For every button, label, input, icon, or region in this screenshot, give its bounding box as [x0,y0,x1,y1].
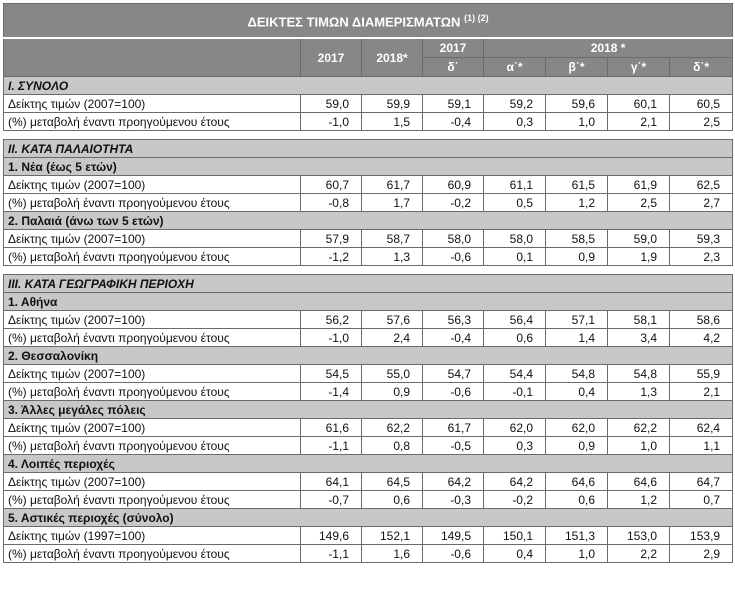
table-title-footnotes: (1) (2) [464,13,489,24]
table-row [4,194,733,212]
value-cell: 1,2 [546,194,608,212]
value-cell: 0,7 [670,491,733,509]
section-row [4,140,733,158]
table-row [4,365,733,383]
value-cell: 59,9 [362,95,423,113]
value-cell: 1,3 [608,383,670,401]
value-cell: 54,4 [484,365,546,383]
value-cell: 2,5 [608,194,670,212]
subsection-title: 1. Αθήνα [4,293,733,311]
value-cell: 153,0 [608,527,670,545]
section-row [4,77,733,95]
table-row [4,230,733,248]
apartment-price-index-table [3,3,733,563]
value-cell: 0,9 [546,248,608,266]
row-label: (%) μεταβολή έναντι προηγούμενου έτους [4,437,301,455]
value-cell: -0,3 [423,491,484,509]
value-cell: 3,4 [608,329,670,347]
value-cell: 64,2 [484,473,546,491]
section-row [4,275,733,293]
value-cell: 61,1 [484,176,546,194]
value-cell: 2,2 [608,545,670,563]
value-cell: -0,8 [301,194,362,212]
value-cell: 64,1 [301,473,362,491]
value-cell: 55,9 [670,365,733,383]
subsection-title: 3. Άλλες μεγάλες πόλεις [4,401,733,419]
table-title: ΔΕΙΚΤΕΣ ΤΙΜΩΝ ΔΙΑΜΕΡΙΣΜΑΤΩΝ [247,14,461,30]
value-cell: 1,5 [362,113,423,131]
row-label: Δείκτης τιμών (2007=100) [4,311,301,329]
value-cell: 60,7 [301,176,362,194]
value-cell: 152,1 [362,527,423,545]
subsection-title: 5. Αστικές περιοχές (σύνολο) [4,509,733,527]
value-cell: 2,4 [362,329,423,347]
subsection-row [4,158,733,176]
row-label: (%) μεταβολή έναντι προηγούμενου έτους [4,248,301,266]
value-cell: 2,5 [670,113,733,131]
value-cell: 0,4 [484,545,546,563]
value-cell: 149,5 [423,527,484,545]
value-cell: 1,3 [362,248,423,266]
value-cell: 2,7 [670,194,733,212]
row-label: Δείκτης τιμών (2007=100) [4,365,301,383]
value-cell: -1,2 [301,248,362,266]
row-label: Δείκτης τιμών (2007=100) [4,473,301,491]
value-cell: -0,4 [423,329,484,347]
value-cell: 60,9 [423,176,484,194]
value-cell: 1,2 [608,491,670,509]
table-body [4,77,733,563]
value-cell: 58,0 [423,230,484,248]
value-cell: 1,1 [670,437,733,455]
spacer-cell [4,266,733,275]
value-cell: 56,3 [423,311,484,329]
subsection-row [4,347,733,365]
value-cell: 62,2 [362,419,423,437]
value-cell: -0,5 [423,437,484,455]
header-2018-q3: γ΄* [608,58,670,77]
value-cell: 64,7 [670,473,733,491]
value-cell: -1,1 [301,437,362,455]
value-cell: 61,5 [546,176,608,194]
row-label: (%) μεταβολή έναντι προηγούμενου έτους [4,113,301,131]
header-2018-q1: α΄* [484,58,546,77]
table-row [4,545,733,563]
spacer-cell [4,131,733,140]
value-cell: 1,0 [608,437,670,455]
value-cell: 58,1 [608,311,670,329]
subsection-row [4,293,733,311]
row-label: Δείκτης τιμών (2007=100) [4,95,301,113]
value-cell: 58,5 [546,230,608,248]
row-label: Δείκτης τιμών (1997=100) [4,527,301,545]
value-cell: 2,1 [608,113,670,131]
row-label: (%) μεταβολή έναντι προηγούμενου έτους [4,383,301,401]
value-cell: 0,6 [546,491,608,509]
value-cell: 59,3 [670,230,733,248]
header-2017-quarter-year: 2017 [423,38,484,58]
value-cell: 0,6 [362,491,423,509]
subsection-title: 4. Λοιπές περιοχές [4,455,733,473]
value-cell: 0,8 [362,437,423,455]
value-cell: -1,0 [301,329,362,347]
value-cell: 59,2 [484,95,546,113]
value-cell: 59,0 [301,95,362,113]
section-spacer [4,266,733,275]
header-2018-q2: β΄* [546,58,608,77]
value-cell: 57,6 [362,311,423,329]
value-cell: 58,0 [484,230,546,248]
value-cell: 151,3 [546,527,608,545]
value-cell: 54,7 [423,365,484,383]
value-cell: 1,6 [362,545,423,563]
value-cell: 62,2 [608,419,670,437]
row-label: (%) μεταβολή έναντι προηγούμενου έτους [4,194,301,212]
row-label: (%) μεταβολή έναντι προηγούμενου έτους [4,329,301,347]
value-cell: 64,5 [362,473,423,491]
value-cell: 56,4 [484,311,546,329]
value-cell: 54,8 [546,365,608,383]
table-row [4,437,733,455]
value-cell: 2,3 [670,248,733,266]
value-cell: 64,6 [608,473,670,491]
value-cell: -0,1 [484,383,546,401]
section-spacer [4,131,733,140]
value-cell: 1,0 [546,113,608,131]
value-cell: 55,0 [362,365,423,383]
table-row [4,176,733,194]
section-title: I. ΣΥΝΟΛΟ [4,77,733,95]
value-cell: 64,2 [423,473,484,491]
subsection-title: 2. Θεσσαλονίκη [4,347,733,365]
header-2018-quarters-group: 2018 * [484,38,733,58]
value-cell: 0,9 [362,383,423,401]
value-cell: 54,5 [301,365,362,383]
subsection-row [4,212,733,230]
value-cell: 62,0 [546,419,608,437]
value-cell: 0,3 [484,437,546,455]
table-row [4,491,733,509]
header-2017-q4: δ΄ [423,58,484,77]
value-cell: -0,2 [423,194,484,212]
value-cell: 64,6 [546,473,608,491]
header-blank [4,38,301,77]
table-row [4,473,733,491]
value-cell: 59,0 [608,230,670,248]
value-cell: 57,9 [301,230,362,248]
row-label: Δείκτης τιμών (2007=100) [4,419,301,437]
table-title-cell [4,4,733,39]
value-cell: 62,4 [670,419,733,437]
subsection-row [4,401,733,419]
value-cell: -1,0 [301,113,362,131]
table-row [4,248,733,266]
value-cell: 1,9 [608,248,670,266]
value-cell: 0,6 [484,329,546,347]
value-cell: -0,6 [423,248,484,266]
value-cell: 1,4 [546,329,608,347]
value-cell: 57,1 [546,311,608,329]
value-cell: 58,6 [670,311,733,329]
value-cell: -0,4 [423,113,484,131]
subsection-title: 1. Νέα (έως 5 ετών) [4,158,733,176]
value-cell: -1,4 [301,383,362,401]
value-cell: 61,7 [362,176,423,194]
value-cell: 0,4 [546,383,608,401]
value-cell: 150,1 [484,527,546,545]
value-cell: 54,8 [608,365,670,383]
value-cell: 58,7 [362,230,423,248]
value-cell: 59,6 [546,95,608,113]
value-cell: 149,6 [301,527,362,545]
value-cell: -0,2 [484,491,546,509]
header-2018: 2018* [362,38,423,77]
value-cell: 2,1 [670,383,733,401]
value-cell: 61,7 [423,419,484,437]
value-cell: -1,1 [301,545,362,563]
value-cell: 56,2 [301,311,362,329]
value-cell: 0,5 [484,194,546,212]
table-row [4,113,733,131]
subsection-row [4,509,733,527]
header-2017: 2017 [301,38,362,77]
table-row [4,527,733,545]
value-cell: -0,7 [301,491,362,509]
table-row [4,329,733,347]
section-title: III. ΚΑΤΑ ΓΕΩΓΡΑΦΙΚΗ ΠΕΡΙΟΧΗ [4,275,733,293]
table-row [4,95,733,113]
section-title: II. ΚΑΤΑ ΠΑΛΑΙΟΤΗΤΑ [4,140,733,158]
value-cell: 60,5 [670,95,733,113]
value-cell: 60,1 [608,95,670,113]
value-cell: 59,1 [423,95,484,113]
value-cell: 62,0 [484,419,546,437]
table-row [4,419,733,437]
value-cell: 153,9 [670,527,733,545]
value-cell: 0,1 [484,248,546,266]
value-cell: 62,5 [670,176,733,194]
row-label: Δείκτης τιμών (2007=100) [4,176,301,194]
value-cell: -0,6 [423,383,484,401]
row-label: Δείκτης τιμών (2007=100) [4,230,301,248]
value-cell: -0,6 [423,545,484,563]
value-cell: 0,9 [546,437,608,455]
value-cell: 4,2 [670,329,733,347]
value-cell: 61,9 [608,176,670,194]
header-2018-q4: δ΄* [670,58,733,77]
row-label: (%) μεταβολή έναντι προηγούμενου έτους [4,491,301,509]
subsection-title: 2. Παλαιά (άνω των 5 ετών) [4,212,733,230]
row-label: (%) μεταβολή έναντι προηγούμενου έτους [4,545,301,563]
value-cell: 0,3 [484,113,546,131]
table-row [4,383,733,401]
value-cell: 2,9 [670,545,733,563]
value-cell: 61,6 [301,419,362,437]
table-row [4,311,733,329]
value-cell: 1,0 [546,545,608,563]
value-cell: 1,7 [362,194,423,212]
subsection-row [4,455,733,473]
